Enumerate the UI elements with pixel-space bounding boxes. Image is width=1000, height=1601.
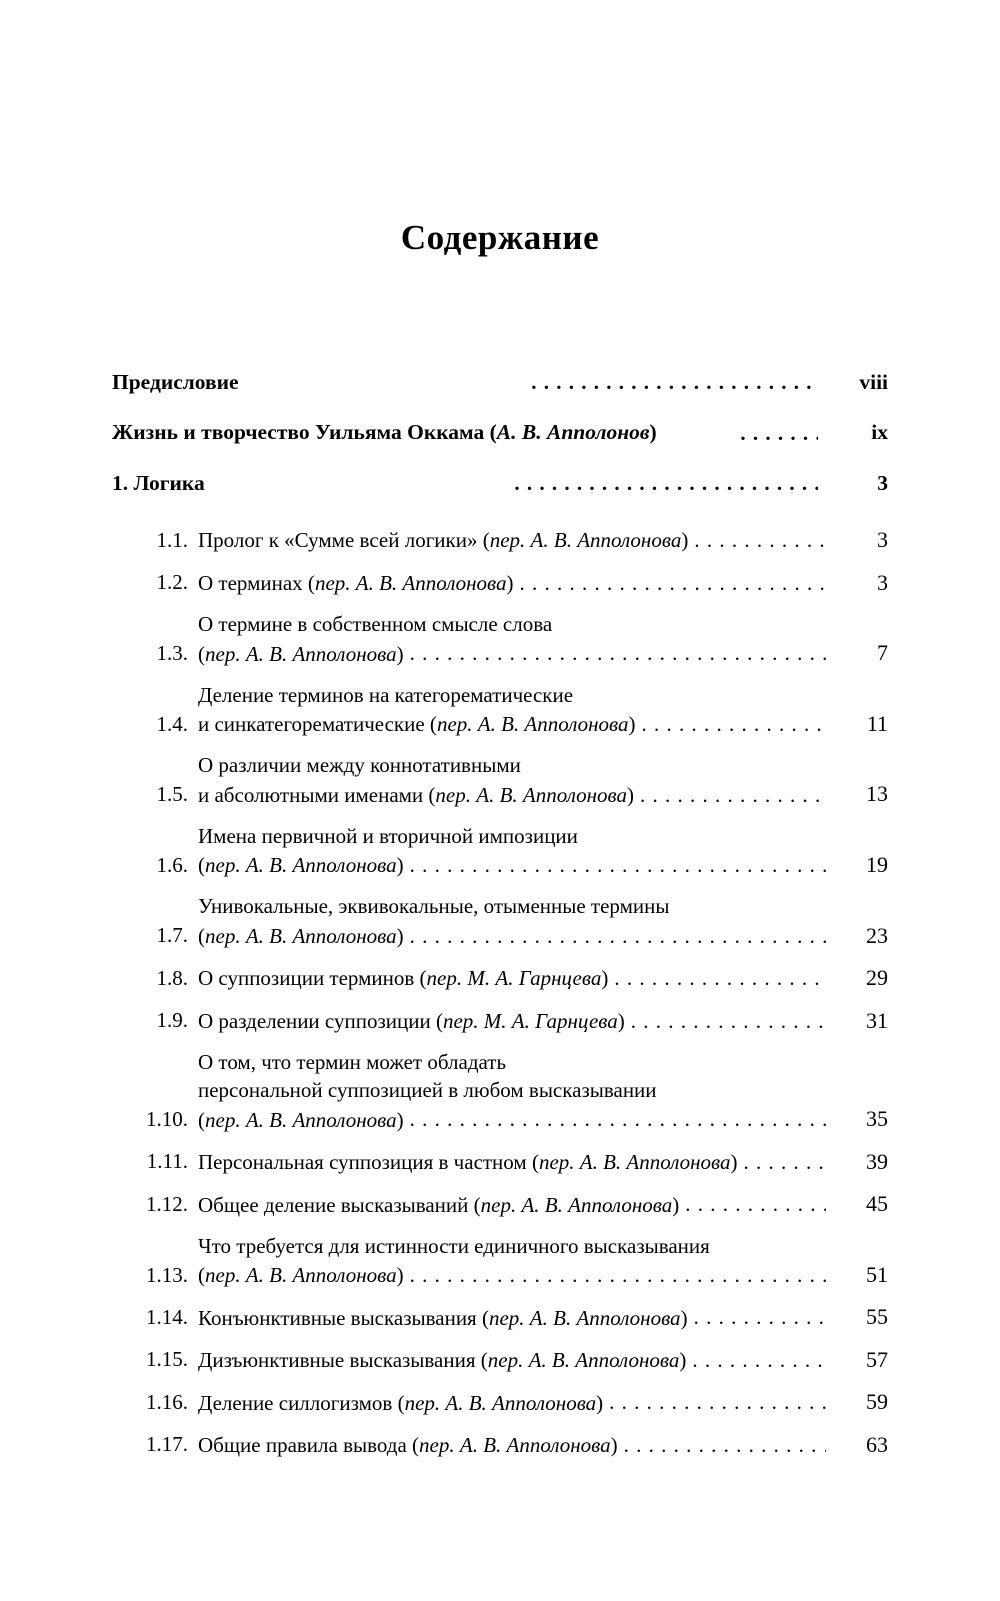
toc-subentry-number: 1.17. (146, 1432, 188, 1457)
toc-subentry[interactable] (112, 568, 888, 597)
toc-subentry-translator: пер. М. А. Гарнцева (442, 1008, 618, 1033)
toc-subentry-translator: пер. А. В. Апполонова (480, 1192, 673, 1217)
toc-subentry-page: 35 (866, 1106, 888, 1132)
leader-dots (410, 858, 826, 879)
toc-subentry[interactable] (112, 963, 888, 992)
toc-entry-logic[interactable] (112, 469, 888, 497)
toc-subentry-number: 1.7. (156, 923, 188, 948)
toc-subentry-body (198, 1048, 888, 1134)
toc-subentry-text-tail: ) (396, 1107, 404, 1132)
toc-subentry-text-main: ( (198, 1107, 205, 1132)
toc-subentry-translator: пер. А. В. Апполонова (487, 1348, 680, 1373)
toc-subentry-text (198, 1431, 618, 1459)
toc-subentry-number: 1.9. (156, 1008, 188, 1033)
toc-subentry-text-tail: ) (617, 1008, 625, 1033)
toc-subentry-text-main: Пролог к «Сумме всей логики» ( (198, 528, 490, 553)
toc-subentry-text-main: Конъюнктивные высказывания ( (198, 1305, 489, 1330)
toc-subentry-page: 7 (877, 640, 888, 666)
toc-subentry-text-main: Дизъюнктивные высказывания ( (198, 1348, 488, 1373)
toc-subentry-translator: пер. А. В. Апполонова (314, 570, 507, 595)
toc-subentry-number: 1.13. (146, 1262, 188, 1287)
leader-dots (694, 1311, 826, 1332)
toc-subentry-text-tail: ) (506, 570, 514, 595)
toc-subentry-text (198, 922, 404, 950)
toc-subentry-translator: пер. А. В. Апполонова (404, 1390, 597, 1415)
toc-subentry-text-tail: ) (730, 1150, 738, 1175)
toc-subentry-text (198, 822, 578, 850)
toc-subentry-translator: пер. М. А. Гарнцева (426, 966, 602, 991)
leader-dots (640, 788, 826, 809)
toc-subentry-text-main: ( (198, 1263, 205, 1288)
toc-subentry-translator: пер. А. В. Апполонова (205, 853, 397, 878)
toc-subentry-text (198, 681, 573, 709)
toc-subentry-translator: пер. А. В. Апполонова (205, 641, 397, 666)
leader-dots (410, 1268, 826, 1289)
toc-subentry-text-main: О разделении суппозиции ( (198, 1008, 443, 1033)
toc-subentry[interactable] (112, 1430, 888, 1459)
toc-subentry-text (198, 851, 404, 879)
toc-subentry-text (198, 1048, 506, 1076)
toc-subentry[interactable] (112, 1147, 888, 1176)
toc-subentry[interactable] (112, 1048, 888, 1134)
toc-subentry-text (198, 1076, 657, 1104)
toc-subentry-text-tail: ) (396, 853, 404, 878)
toc-entry-page: 3 (877, 470, 889, 495)
leader-dots (740, 426, 818, 447)
toc-subentry-text-main: О том, что термин может обладать (198, 1049, 507, 1074)
leader-dots (642, 717, 826, 738)
toc-subentry-page: 13 (866, 781, 888, 807)
toc-subentry-body (198, 1147, 888, 1176)
toc-subentry-text-main: О суппозиции терминов ( (198, 966, 427, 991)
leader-dots (410, 1113, 826, 1134)
toc-subentry-text (198, 610, 552, 638)
toc-subentry-number: 1.8. (156, 965, 188, 990)
leader-dots (744, 1155, 826, 1176)
toc-subentry-text-main: Имена первичной и вторичной импозиции (198, 823, 578, 848)
toc-subentries (112, 525, 888, 1459)
toc-subentry-number: 1.11. (146, 1149, 188, 1174)
toc-subentry-number: 1.14. (146, 1304, 188, 1329)
toc-subentry-text-main: ( (198, 923, 205, 948)
toc-subentry[interactable] (112, 1232, 888, 1290)
toc-subentry-body (198, 568, 888, 597)
toc-subentry-number: 1.12. (146, 1191, 188, 1216)
toc-subentry-text-tail: ) (396, 1263, 404, 1288)
leader-dots (694, 533, 826, 554)
toc-subentry-translator: пер. А. В. Апполонова (538, 1150, 731, 1175)
toc-subentry-text (198, 640, 404, 668)
toc-subentry-text-tail: ) (681, 528, 689, 553)
toc-subentry-page: 59 (866, 1389, 888, 1415)
toc-subentry-page: 29 (866, 965, 888, 991)
toc-subentry-body (198, 892, 888, 950)
toc-subentry[interactable] (112, 525, 888, 554)
toc-subentry-page: 23 (866, 922, 888, 948)
toc-subentry[interactable] (112, 1189, 888, 1218)
leader-dots (520, 576, 826, 597)
toc-subentry[interactable] (112, 822, 888, 880)
leader-dots (692, 1353, 826, 1374)
leader-dots (685, 1198, 826, 1219)
leader-dots (410, 929, 826, 950)
toc-subentry[interactable] (112, 1302, 888, 1331)
leader-dots (514, 476, 818, 497)
toc-subentry-text-tail: ) (396, 923, 404, 948)
toc-subentry-page: 63 (866, 1431, 888, 1457)
toc-subentry-text (198, 1346, 686, 1374)
toc-subentry-text-tail: ) (396, 641, 404, 666)
toc-subentry-text-tail: ) (627, 782, 635, 807)
toc-subentry-body (198, 751, 888, 809)
toc-subentry-body (198, 1345, 888, 1374)
toc-subentry-text-main: и абсолютными именами ( (198, 782, 436, 807)
toc-subentry-text (198, 964, 608, 992)
toc-subentry-text (198, 710, 636, 738)
toc-subentry[interactable] (112, 892, 888, 950)
toc-subentry-translator: пер. А. В. Апполонова (489, 528, 682, 553)
toc-subentry-text-tail: ) (672, 1192, 680, 1217)
toc-subentry-text (198, 1389, 603, 1417)
leader-dots (531, 375, 818, 396)
toc-entry-label: Предисловие (112, 370, 239, 394)
toc-subentry[interactable] (112, 1345, 888, 1374)
toc-subentry-text-main: О термине в собственном смысле слова (198, 612, 553, 637)
toc-subentry-body (198, 1189, 888, 1218)
toc-subentry-text-main: и синкатегорематические ( (198, 712, 437, 737)
toc-subentry-translator: пер. А. В. Апполонова (419, 1432, 611, 1457)
toc-subentry[interactable] (112, 1387, 888, 1416)
toc-subentry-number: 1.3. (156, 640, 188, 665)
toc-subentry-text-tail: ) (679, 1348, 687, 1373)
toc-subentry-translator: пер. А. В. Апполонова (488, 1305, 681, 1330)
page-title: Содержание (400, 218, 600, 257)
toc-subentry-text (198, 892, 669, 920)
toc-subentry-body (198, 1232, 888, 1290)
toc-subentry-text-main: О терминах ( (198, 570, 315, 595)
toc-subentry-text-main: Общие правила вывода ( (198, 1432, 420, 1457)
toc-subentry-page: 3 (877, 527, 888, 553)
toc-subentry-text (198, 751, 521, 779)
toc-subentry-number: 1.2. (156, 570, 188, 595)
toc-entry-preface[interactable] (112, 368, 888, 396)
toc-subentry-text (198, 1148, 738, 1176)
toc-subentry-translator: пер. А. В. Апполонова (205, 1263, 397, 1288)
toc-subentry-number: 1.6. (156, 852, 188, 877)
toc-subentry-text (198, 1261, 404, 1289)
toc-entry-page: ix (871, 420, 889, 445)
toc-subentry-page: 19 (866, 851, 888, 877)
toc-entry-page: viii (859, 370, 889, 394)
toc-entry-label-tail: ) (649, 420, 657, 445)
toc-subentry-text-main: Унивокальные, эквивокальные, отыменные термины (198, 894, 670, 919)
toc-entry-life-and-works[interactable] (112, 418, 888, 446)
toc-subentry-text-main: Деление терминов на категорематические (198, 682, 574, 707)
toc-subentry-page: 51 (866, 1261, 888, 1287)
toc-subentry-text (198, 1304, 688, 1332)
toc-subentry-number: 1.15. (146, 1347, 188, 1372)
toc-subentry-text (198, 1106, 404, 1134)
table-of-contents (112, 368, 888, 1459)
toc-subentry-body (198, 1430, 888, 1459)
toc-subentry-page: 45 (866, 1191, 888, 1217)
toc-entry-label-main: Жизнь и творчество Уильяма Оккама ( (112, 420, 497, 445)
toc-subentry-number: 1.4. (156, 711, 188, 736)
toc-subentry-number: 1.1. (156, 527, 188, 552)
toc-subentry-page: 3 (877, 569, 888, 595)
toc-subentry-text-main: Деление силлогизмов ( (198, 1390, 405, 1415)
toc-subentry-page: 11 (866, 710, 888, 736)
toc-subentry-text (198, 569, 514, 597)
toc-subentry-text-main: Общее деление высказываний ( (198, 1192, 481, 1217)
toc-subentry-text (198, 781, 634, 809)
toc-subentry-translator: пер. А. В. Апполонова (205, 1107, 397, 1132)
toc-subentry-text (198, 1191, 679, 1219)
toc-subentry-body (198, 1387, 888, 1416)
toc-subentry-translator: пер. А. В. Апполонова (436, 712, 629, 737)
toc-subentry-page: 57 (866, 1346, 888, 1372)
toc-subentry-translator: пер. А. В. Апполонова (205, 923, 397, 948)
toc-subentry-text-tail: ) (680, 1305, 688, 1330)
toc-subentry-body (198, 963, 888, 992)
toc-subentry[interactable] (112, 1006, 888, 1035)
leader-dots (614, 971, 826, 992)
toc-subentry-translator: пер. А. В. Апполонова (435, 782, 628, 807)
toc-subentry-text-main: ( (198, 641, 205, 666)
toc-subentry-number: 1.5. (156, 782, 188, 807)
toc-subentry[interactable] (112, 681, 888, 739)
toc-subentry-text-tail: ) (628, 712, 636, 737)
toc-subentry[interactable] (112, 751, 888, 809)
toc-subentry-text-tail: ) (610, 1432, 618, 1457)
toc-subentry-text-main: О различии между коннотативными (198, 753, 521, 778)
toc-subentry-body (198, 1302, 888, 1331)
toc-subentry-text-main: Персональная суппозиция в частном ( (198, 1150, 539, 1175)
toc-subentry-page: 39 (866, 1148, 888, 1174)
toc-entry-label (112, 418, 734, 446)
toc-subentry-text-tail: ) (596, 1390, 604, 1415)
toc-subentry[interactable] (112, 610, 888, 668)
leader-dots (609, 1396, 826, 1417)
toc-entry-label-translator: А. В. Апполонов (496, 420, 650, 445)
toc-subentry-body (198, 822, 888, 880)
toc-subentry-text (198, 1007, 625, 1035)
toc-subentry-text-main: ( (198, 853, 205, 878)
toc-entry-label: 1. Логика (112, 470, 205, 495)
toc-subentry-page: 31 (866, 1007, 888, 1033)
toc-subentry-body (198, 610, 888, 668)
toc-subentry-body (198, 681, 888, 739)
toc-subentry-text-main: персональной суппозицией в любом высказывании (198, 1078, 657, 1103)
leader-dots (631, 1014, 826, 1035)
toc-subentry-body (198, 525, 888, 554)
toc-subentry-number: 1.10. (146, 1106, 188, 1131)
toc-subentry-text (198, 526, 688, 554)
toc-subentry-body (198, 1006, 888, 1035)
toc-subentry-page: 55 (866, 1304, 888, 1330)
leader-dots (624, 1438, 826, 1459)
toc-subentry-text-tail: ) (601, 966, 609, 991)
toc-subentry-text-main: Что требуется для истинности единичного высказывания (198, 1233, 710, 1258)
toc-subentry-number: 1.16. (146, 1389, 188, 1414)
toc-subentry-text (198, 1232, 710, 1260)
leader-dots (410, 647, 826, 668)
